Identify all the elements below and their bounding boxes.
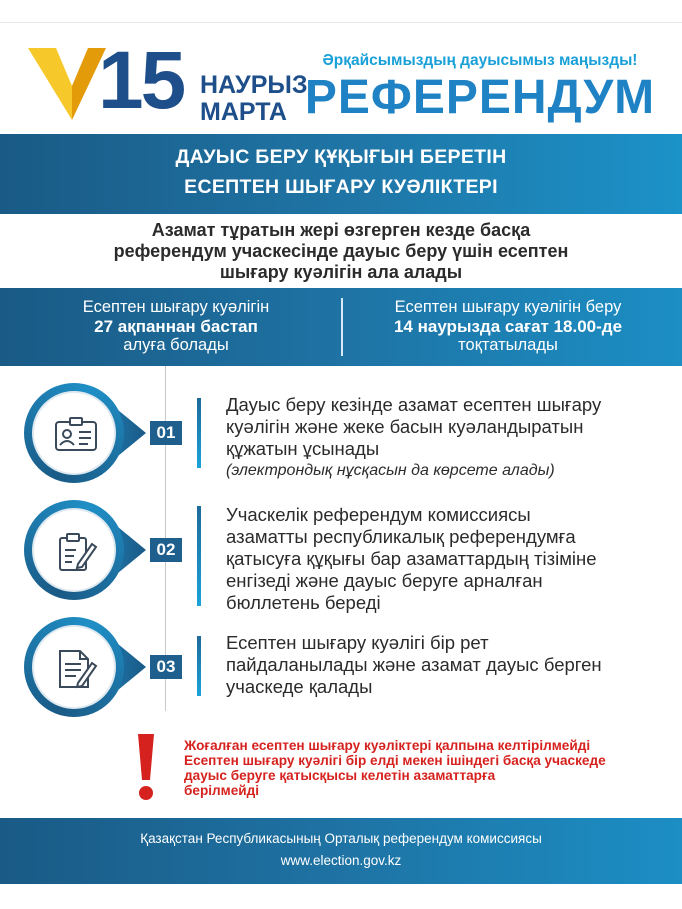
warning-line: Жоғалған есептен шығару куәліктері қалпына келтірілмейді xyxy=(184,738,591,753)
dates-banner xyxy=(0,288,682,366)
step-3-text xyxy=(226,632,666,698)
step-1-line: куәлігін және жеке басын куәландыратын xyxy=(226,416,584,437)
step-2-line: енгізеді және дауыс беруге арналған xyxy=(226,570,543,591)
intro-line: референдум учаскесінде дауыс беру үшін есептен xyxy=(113,241,569,261)
footer xyxy=(0,818,682,884)
step-2-circle xyxy=(24,500,124,600)
issue-start-line: Есептен шығару куәлігін xyxy=(82,298,270,316)
step-1-line: Дауыс беру кезінде азамат есептен шығару xyxy=(226,394,602,415)
logo-month-russian: МАРТА xyxy=(200,98,287,126)
banner-line-2: ЕСЕПТЕН ШЫҒАРУ КУӘЛІКТЕРІ xyxy=(184,176,498,198)
warning-line: берілмейді xyxy=(184,783,260,798)
warning-line: дауыс беруге қатысқысы келетін азаматтарға xyxy=(184,768,496,783)
issue-start-date-value: 27 ақпаннан бастап xyxy=(94,317,258,336)
step-2-accent-bar xyxy=(197,506,201,606)
step-3-circle xyxy=(24,617,124,717)
page-title: РЕФЕРЕНДУМ xyxy=(304,71,656,124)
step-2-line: қатысуға құқығы бар азаматтардың тізіміне xyxy=(226,548,597,569)
id-card-icon xyxy=(54,413,98,457)
step-1-number: 01 xyxy=(150,421,182,445)
step-2-line: Учаскелік референдум комиссиясы xyxy=(226,504,531,525)
footer-organization: Қазақстан Республикасының Орталық референдум комиссиясы xyxy=(140,831,542,846)
dates-divider xyxy=(341,298,343,356)
step-3-number: 03 xyxy=(150,655,182,679)
title-banner xyxy=(0,134,682,214)
step-1-line: құжатын ұсынады xyxy=(226,438,380,459)
step-1-circle xyxy=(24,383,124,483)
step-1-accent-bar xyxy=(197,398,201,468)
step-2-line: азаматты республикалық референдумға xyxy=(226,526,576,547)
intro-line: шығару куәлігін ала алады xyxy=(219,262,463,282)
intro-line: Азамат тұратын жері өзгерген кезде басқа xyxy=(151,220,531,240)
issue-end-line: тоқтатылады xyxy=(458,336,558,354)
referendum-logo xyxy=(28,35,308,126)
logo-month-kazakh: НАУРЫЗ xyxy=(200,71,308,99)
step-2-number: 02 xyxy=(150,538,182,562)
banner-line-1: ДАУЫС БЕРУ ҚҰҚЫҒЫН БЕРЕТІН xyxy=(175,146,507,168)
intro-text xyxy=(70,220,612,283)
step-3-line: учаскеде қалады xyxy=(226,676,373,697)
issue-end-date-value: 14 наурызда сағат 18.00-де xyxy=(393,317,623,336)
exclamation-icon xyxy=(134,732,158,802)
footer-website-link[interactable]: www.election.gov.kz xyxy=(280,853,402,868)
step-2-line: бюллетень береді xyxy=(226,592,381,613)
slogan: Әрқайсымыздың дауысымыз маңызды! xyxy=(322,52,638,69)
issue-end-line: Есептен шығару куәлігін беру xyxy=(394,298,622,316)
top-divider xyxy=(0,22,682,23)
logo-number: 15 xyxy=(98,35,184,126)
checkmark-logo-icon xyxy=(28,48,106,120)
step-1-note: (электрондық нұсқасын да көрсете алады) xyxy=(226,462,555,479)
clipboard-pen-icon xyxy=(54,530,98,574)
issue-start-line: алуға болады xyxy=(123,336,229,354)
issue-end-date xyxy=(348,298,668,355)
issue-start-date xyxy=(16,298,336,355)
document-pen-icon xyxy=(54,647,98,691)
step-3-line: Есептен шығару куәлігі бір рет xyxy=(226,632,489,653)
warning-line: Есептен шығару куәлігі бір елді мекен ішіндегі басқа учаскеде xyxy=(184,753,606,768)
step-1-text xyxy=(226,394,666,482)
step-3-accent-bar xyxy=(197,636,201,696)
step-2-text xyxy=(226,504,666,614)
warning-text xyxy=(184,738,664,798)
step-3-line: пайдаланылады және азамат дауыс берген xyxy=(226,654,602,675)
